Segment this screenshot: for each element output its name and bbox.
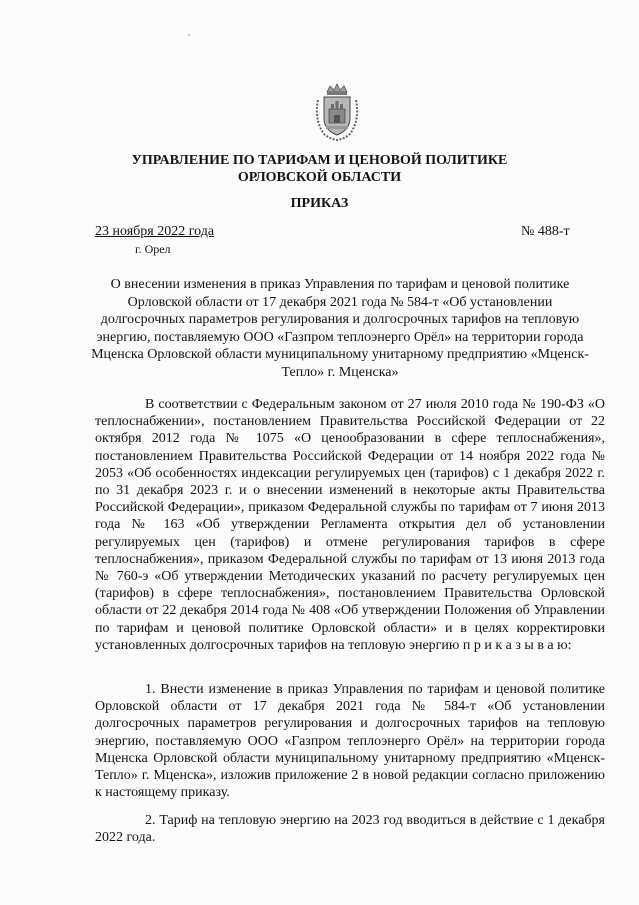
organization-name [0, 152, 639, 186]
coat-of-arms-icon [312, 82, 362, 142]
order-date: 23 ноября 2022 года [95, 224, 215, 239]
order-number: № 488-т [521, 224, 570, 239]
organization-line-1: УПРАВЛЕНИЕ ПО ТАРИФАМ И ЦЕНОВОЙ ПОЛИТИКЕ [131, 153, 508, 168]
organization-line-2: ОРЛОВСКОЙ ОБЛАСТИ [237, 170, 402, 185]
document-type: ПРИКАЗ [290, 196, 349, 211]
order-item-2: 2. Тариф на тепловую энергию на 2023 год вводиться в действие с 1 декабря 2022 года. [95, 813, 605, 846]
scan-speck [188, 34, 190, 36]
order-item-1: 1. Внести изменение в приказ Управления по тарифам и ценовой политике Орловской области от 17 декабря 2021 года № 584-т «Об установлении долгосрочных параметров регулирования и долгосрочных тарифов на тепловую энергию, поставляемую ООО «Газпром теплоэнерго Орёл» на территории города Мценска Орловской области муниципальному унитарному предприятию «Мценск-Тепло» г. Мценска», изложив приложение 2 в новой редакции согласно приложению к настоящему приказу. [95, 682, 605, 801]
order-city: г. Орел [135, 242, 171, 256]
preamble-paragraph: В соответствии с Федеральным законом от 27 июля 2010 года № 190-ФЗ «О теплоснабжении», постановлением Правительства Российской Федерации от 22 октября 2012 года № 1075 «О ценообразовании в сфере теплоснабжения», постановлением Правительства Российской Федерации от 14 ноября 2022 года № 2053 «Об особенностях индексации регулируемых цен (тарифов) с 1 декабря 2022 г. по 31 декабря 2023 г. и о внесении изменений в некоторые акты Правительства Российской Федерации», приказом Федеральной службы по тарифам от 7 июня 2013 года № 163 «Об утверждении Регламента открытия дел об установлении регулируемых цен (тарифов) и отмене регулирования тарифов в сфере теплоснабжения», приказом Федеральной службы по тарифам от 13 июня 2013 года № 760-э «Об утверждении Методических указаний по расчету регулируемых цен (тарифов) в сфере теплоснабжения», постановлением Правительства Орловской области от 22 декабря 2014 года № 408 «Об утверждении Положения об Управлении по тарифам и ценовой политике Орловской области» и в целях корректировки установленных долгосрочных тарифов на тепловую энергию п р и к а з ы в а ю: [95, 397, 605, 653]
order-subject: О внесении изменения в приказ Управления по тарифам и ценовой политике Орловской области от 17 декабря 2021 года № 584-т «Об установлении долгосрочных параметров регулирования и долгосрочных тарифов на тепловую энергию, поставляемую ООО «Газпром теплоэнерго Орёл» на территории города Мценска Орловской области муниципальному унитарному предприятию «Мценск-Тепло» г. Мценска» [91, 277, 589, 380]
